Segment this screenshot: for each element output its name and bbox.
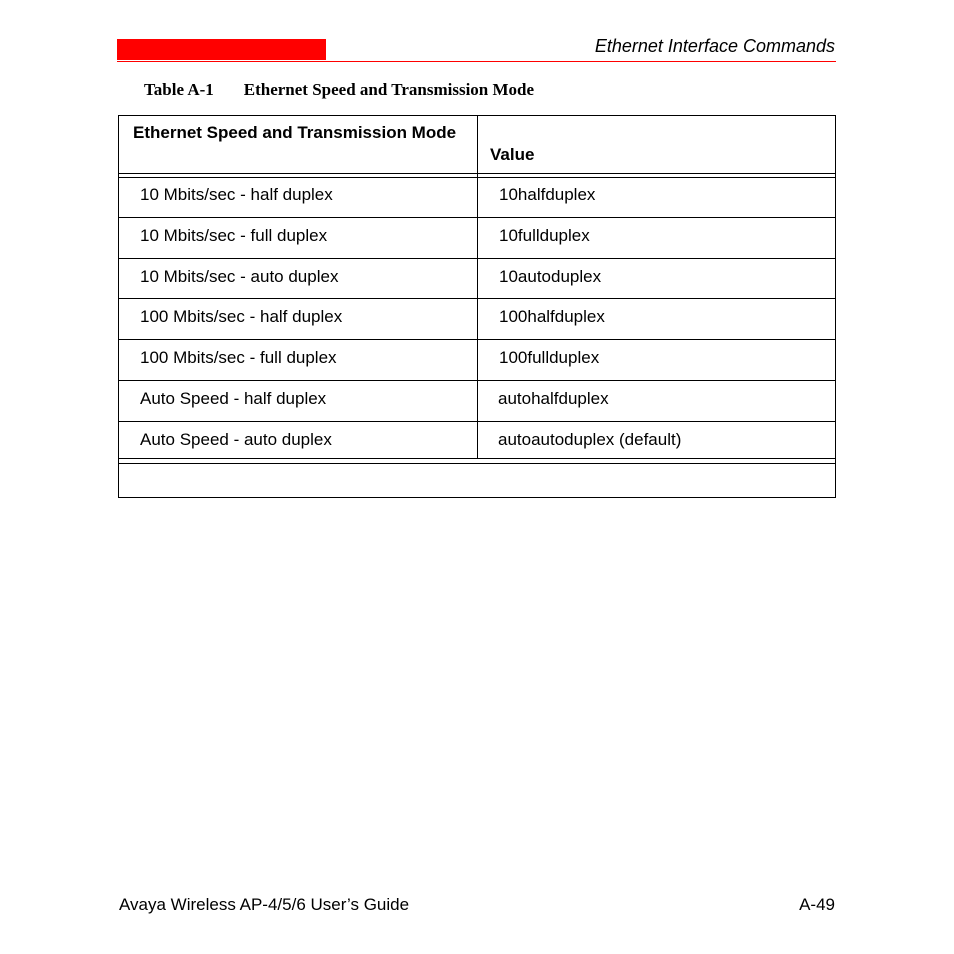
table-cell-value: autoautoduplex (default) [498, 430, 682, 449]
footer-guide-title: Avaya Wireless AP-4/5/6 User’s Guide [119, 895, 410, 914]
column-divider [477, 116, 478, 459]
table-caption [144, 80, 534, 100]
section-title: Ethernet Interface Commands [594, 36, 835, 56]
table-cell-mode: 10 Mbits/sec - auto duplex [140, 267, 339, 286]
table-cell-mode: 100 Mbits/sec - full duplex [140, 348, 337, 367]
table-caption-label: Table A-1 [144, 80, 214, 99]
table-cell-value: 10autoduplex [499, 267, 602, 286]
table-cell-value: 100fullduplex [499, 348, 600, 367]
column-header-value: Value [490, 145, 535, 164]
footer-rule-bottom [119, 463, 835, 464]
column-header-mode: Ethernet Speed and Transmission Mode [133, 123, 457, 142]
header-rule [117, 61, 836, 62]
header-red-bar [117, 39, 326, 60]
table-cell-mode: 10 Mbits/sec - full duplex [140, 226, 328, 245]
speed-mode-table [118, 115, 836, 498]
table-cell-value: autohalfduplex [498, 389, 609, 408]
table-cell-mode: 10 Mbits/sec - half duplex [140, 185, 333, 204]
table-cell-value: 10fullduplex [499, 226, 590, 245]
footer-page-number: A-49 [799, 895, 835, 914]
table-cell-value: 100halfduplex [499, 307, 605, 326]
table-cell-mode: Auto Speed - half duplex [140, 389, 327, 408]
table-cell-mode: Auto Speed - auto duplex [140, 430, 332, 449]
table-cell-value: 10halfduplex [499, 185, 596, 204]
table-caption-title: Ethernet Speed and Transmission Mode [243, 80, 535, 99]
table-cell-mode: 100 Mbits/sec - half duplex [140, 307, 343, 326]
